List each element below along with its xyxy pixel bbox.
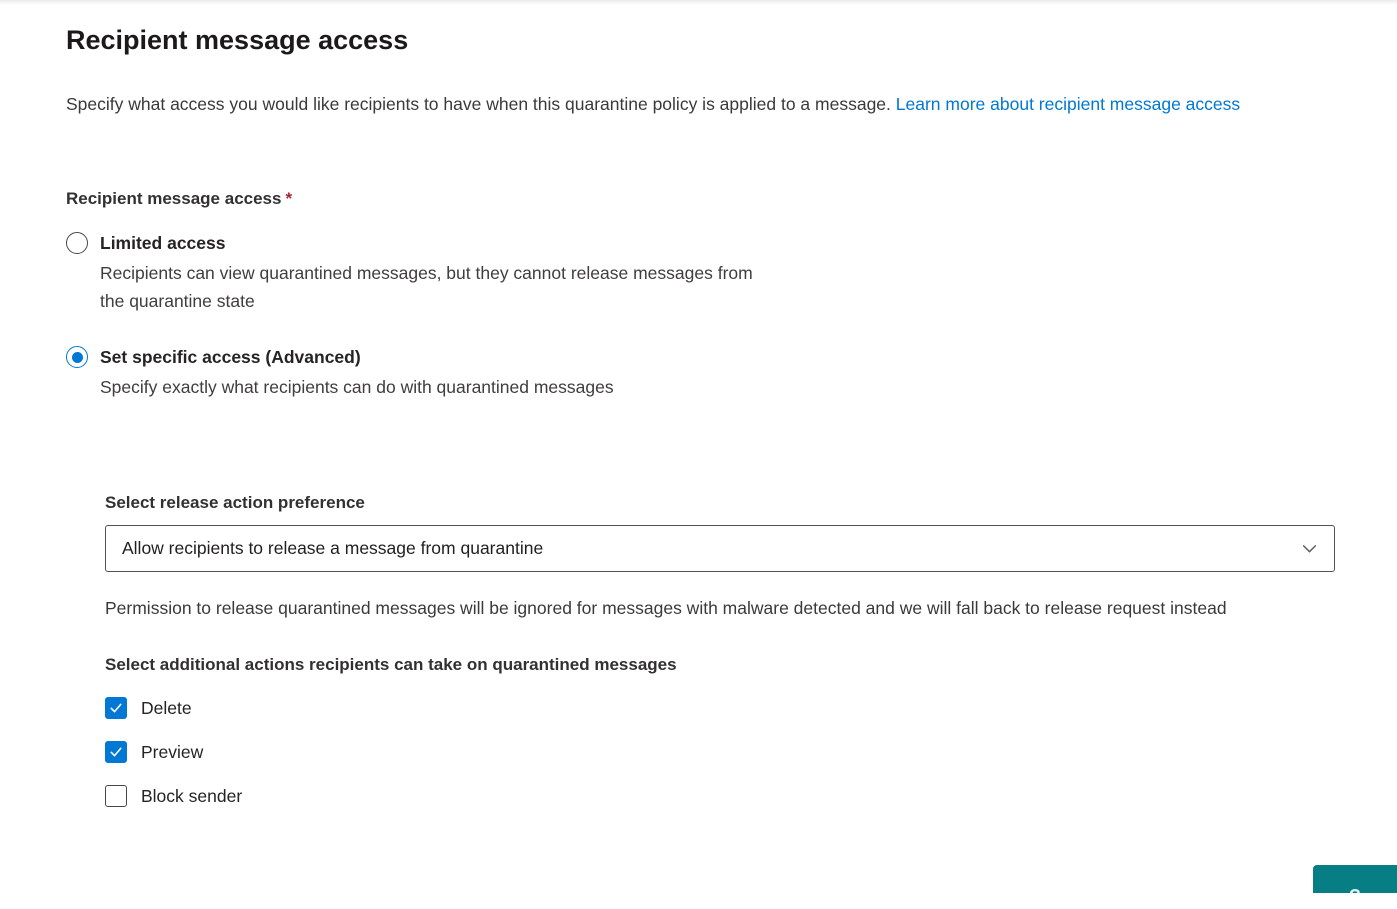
- page-description-text: Specify what access you would like recipients to have when this quarantine policy is applied to a message.: [66, 94, 891, 115]
- checkbox-label: Block sender: [141, 785, 243, 806]
- help-button[interactable]: [1313, 865, 1397, 908]
- question-mark-icon: ?: [1348, 886, 1362, 908]
- checkbox-row-delete[interactable]: [105, 697, 1331, 719]
- page-description: [66, 90, 1331, 119]
- access-field-label: [66, 189, 1331, 209]
- release-permission-note: Permission to release quarantined messages will be ignored for messages with malware detected and we will fall back to release request instead: [105, 598, 1227, 619]
- radio-option-limited-access[interactable]: [66, 231, 1331, 315]
- radio-selected-icon[interactable]: [66, 346, 88, 368]
- advanced-settings-section: [105, 493, 1331, 807]
- radio-option-description: Specify exactly what recipients can do with quarantined messages: [100, 377, 614, 398]
- checkbox-row-block-sender[interactable]: [105, 785, 1331, 807]
- radio-option-texts: [100, 345, 614, 401]
- access-field-label-text: Recipient message access: [66, 189, 282, 209]
- radio-option-set-specific-access[interactable]: [66, 345, 1331, 401]
- checkbox-label: Delete: [141, 697, 192, 718]
- chevron-down-icon: [1301, 540, 1318, 557]
- checkbox-row-preview[interactable]: [105, 741, 1331, 763]
- checkbox-checked-icon[interactable]: [105, 697, 127, 719]
- additional-actions-label: Select additional actions recipients can take on quarantined messages: [105, 655, 677, 675]
- radio-unselected-icon[interactable]: [66, 232, 88, 254]
- radio-option-label: Limited access: [100, 233, 226, 254]
- release-action-selected-value: Allow recipients to release a message from quarantine: [122, 538, 544, 559]
- checkbox-unchecked-icon[interactable]: [105, 785, 127, 807]
- radio-option-description: Recipients can view quarantined messages, but they cannot release messages from the quarantine state: [100, 263, 753, 312]
- radio-option-texts: [100, 231, 762, 315]
- checkbox-label: Preview: [141, 741, 204, 762]
- radio-option-label: Set specific access (Advanced): [100, 347, 361, 368]
- required-asterisk: *: [285, 189, 293, 209]
- page-title: Recipient message access: [66, 25, 409, 55]
- checkbox-checked-icon[interactable]: [105, 741, 127, 763]
- release-action-dropdown[interactable]: [105, 525, 1335, 572]
- learn-more-link[interactable]: Learn more about recipient message access: [895, 94, 1241, 115]
- release-action-label: Select release action preference: [105, 493, 365, 513]
- top-edge-fade: [0, 0, 1397, 5]
